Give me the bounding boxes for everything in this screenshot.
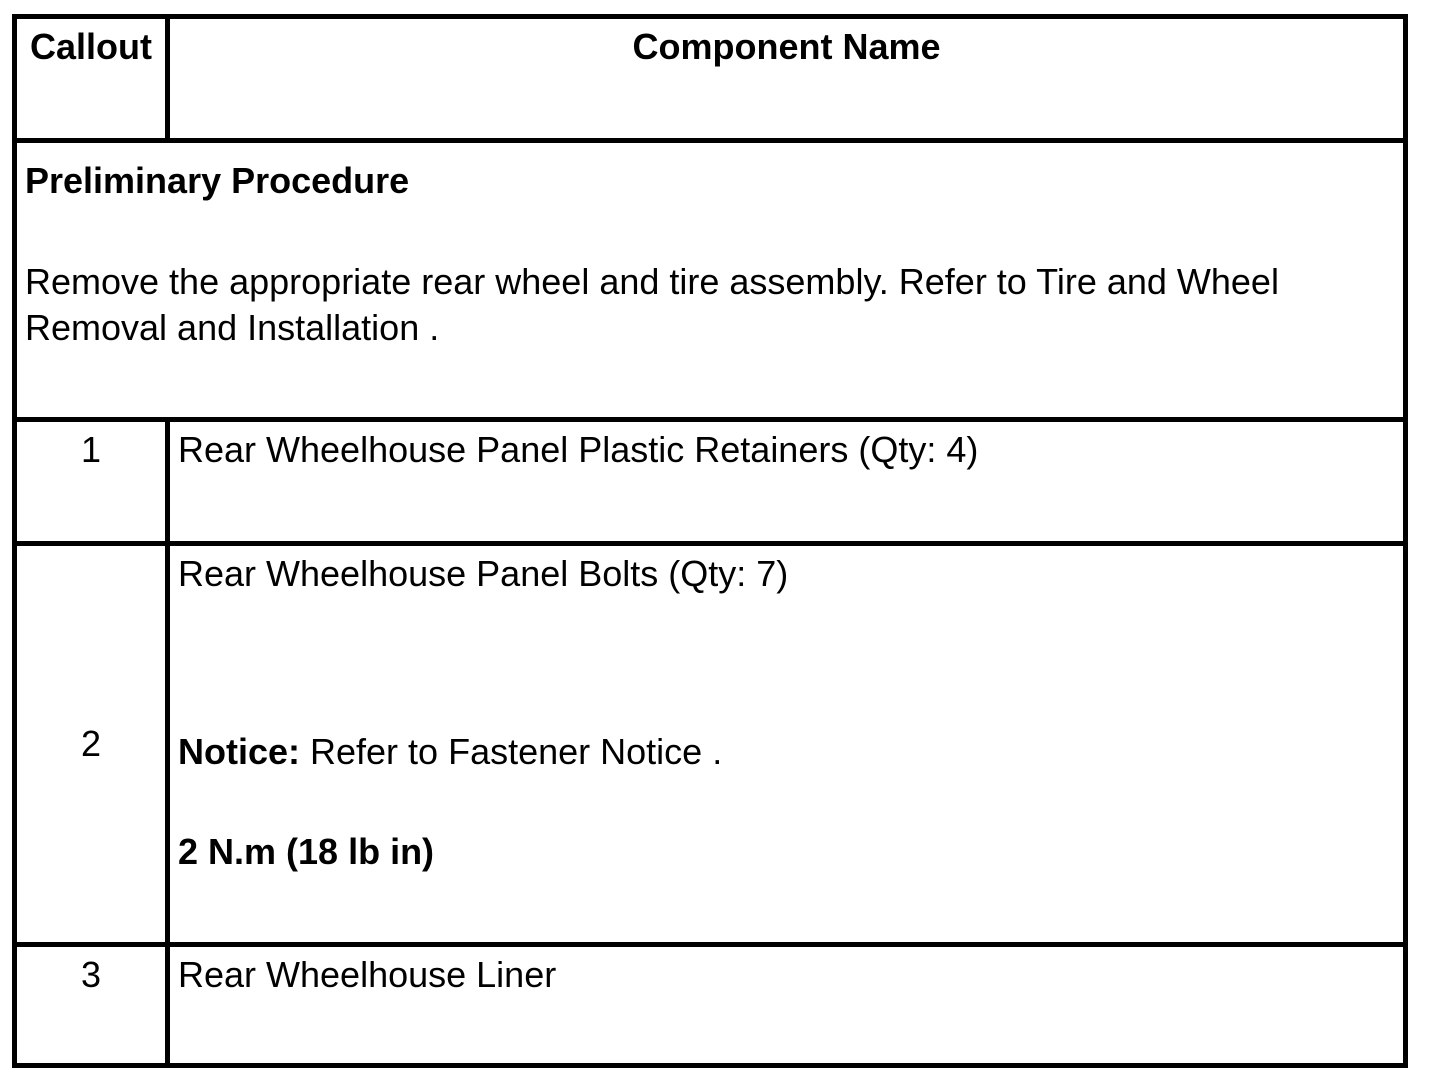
component-name-cell [168, 544, 1406, 945]
notice-text: Refer to Fastener Notice . [300, 731, 723, 772]
table-row [15, 420, 1406, 544]
preliminary-text: Remove the appropriate rear wheel and tire assembly. Refer to Tire and Wheel Removal and Installation . [25, 261, 1279, 348]
notice-label: Notice: [178, 731, 301, 772]
preliminary-row [15, 141, 1406, 420]
preliminary-title: Preliminary Procedure [25, 160, 410, 201]
notice [178, 730, 1395, 774]
callout-number: 2 [15, 544, 168, 945]
component-name: Rear Wheelhouse Panel Plastic Retainers (Qty: 4) [168, 420, 1406, 544]
header-row [15, 17, 1406, 141]
component-name: Rear Wheelhouse Panel Bolts (Qty: 7) [178, 553, 789, 594]
procedure-table [12, 14, 1408, 1068]
callout-number: 1 [15, 420, 168, 544]
table-row [15, 945, 1406, 1066]
table-row [15, 544, 1406, 945]
callout-number: 3 [15, 945, 168, 1066]
torque-spec: 2 N.m (18 lb in) [178, 831, 435, 872]
callout-header: Callout [15, 17, 168, 141]
preliminary-cell [15, 141, 1406, 420]
component-name-header: Component Name [168, 17, 1406, 141]
component-name: Rear Wheelhouse Liner [168, 945, 1406, 1066]
